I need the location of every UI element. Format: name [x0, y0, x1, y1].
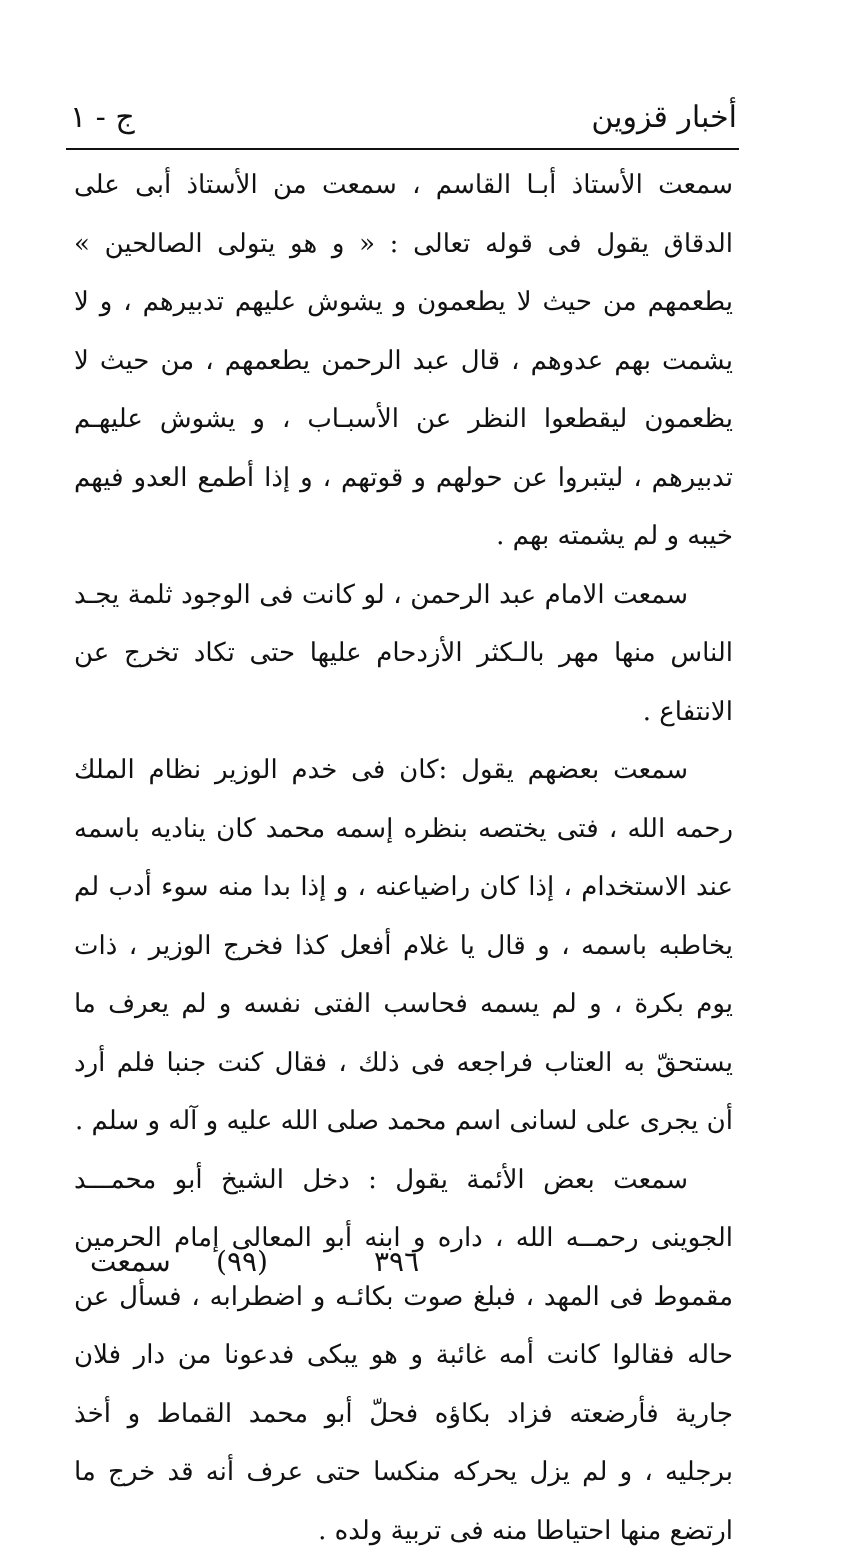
paragraph: سمعت بعضهم يقول :كان فى خدم الوزير نظام الملك رحمه الله ، فتى يختصه بنظره إسمه محمد كان يناديه باسمه عند الاستخدام ، إذا كان راضياعنه ، و إذا بدا منه سوء أدب لم يخاطبه باسمه ، و قال يا غلام أفعل كذا فخرج الوزير ، ذات يوم بكرة ، و لم يسمه فحاسب الفتى نفسه و لم يعرف ما يستحقّ به العتاب فراجعه فى ذلك ، فقال كنت جنبا فلم أرد أن يجرى على لسانى اسم محمد صلى الله عليه و آله و سلم . [74, 741, 733, 1151]
page-body [74, 156, 733, 1560]
page-footer [90, 1245, 737, 1285]
catchword: سمعت [90, 1245, 171, 1278]
folio-number: (٩٩) [216, 1245, 268, 1278]
paragraph: سمعت الامام عبد الرحمن ، لو كانت فى الوجود ثلمة يجـد الناس منها مهر بالـكثر الأزدحام عليها حتى تكاد تخرج عن الانتفاع . [74, 566, 733, 742]
paragraph: سمعت الأستاذ أبـا القاسم ، سمعت من الأستاذ أبى على الدقاق يقول فى قوله تعالى : « و هو يتولى الصالحين » يطعمهم من حيث لا يطعمون و يشوش عليهم تدبيرهم ، و لا يشمت بهم عدوهم ، قال عبد الرحمن يطعمهم ، من حيث لا يظعمون ليقطعوا النظر عن الأسبـاب ، و يشوش عليهـم تدبيرهم ، ليتبروا عن حولهم و قوتهم ، و إذا أطمع العدو فيهم خيبه و لم يشمته بهم . [74, 156, 733, 566]
volume-label: ج - ١ [70, 100, 135, 135]
page-number: ٣٩٦ [374, 1245, 419, 1278]
running-header [70, 100, 737, 146]
paragraph: سمعت بعض الأئمة يقول : دخل الشيخ أبو محمـــد الجوينى رحمــه الله ، داره و ابنه أبو المعالى إمام الحرمين مقموط فى المهد ، فبلغ صوت بكائـه و اضطرابه ، فسأل عن حاله فقالوا كانت أمه غائبة و هو يبكى فدعونا من دار فلان جارية فأرضعته فزاد بكاؤه فحلّ أبو محمد القماط و أخذ برجليه ، و لم يزل يحركه منكسا حتى عرف أنه قد خرج ما ارتضع منها احتياطا منه فى تربية ولده . [74, 1151, 733, 1560]
header-rule [66, 148, 739, 150]
book-title: أخبار قزوين [591, 100, 737, 135]
